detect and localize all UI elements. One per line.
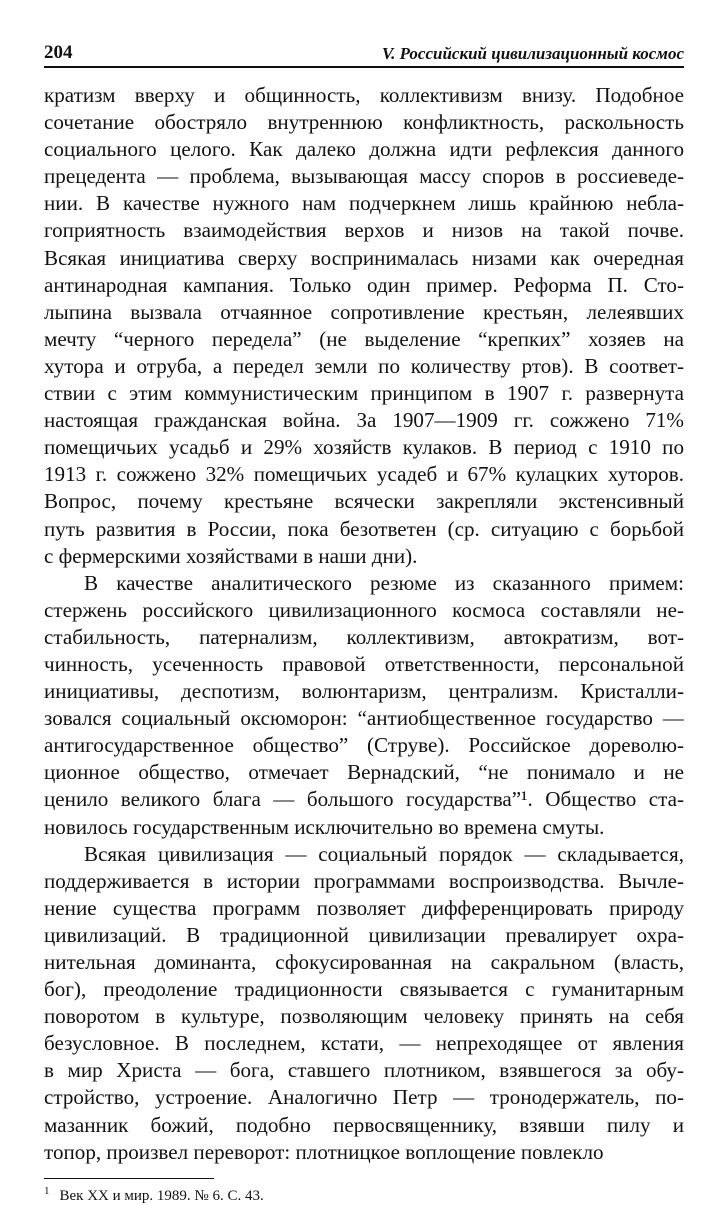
- footnote-marker: 1: [44, 1184, 50, 1197]
- text-line: в мир Христа — бога, ставшего плотником, взявшегося за обу-: [44, 1058, 684, 1083]
- text-line: 1913 г. сожжено 32% помещичьих усадеб и 67% кулацких хуторов.: [44, 462, 684, 487]
- text-line: бог), преодоление традиционности связывается с гуманитарным: [44, 977, 684, 1002]
- footnote-text: Век XX и мир. 1989. № 6. С. 43.: [59, 1187, 264, 1204]
- text-line: зовался социальный оксюморон: “антиобщественное государство —: [44, 706, 684, 731]
- page-header: [44, 36, 684, 68]
- text-line: лыпина вызвала отчаянное сопротивление крестьян, лелеявших: [44, 299, 684, 324]
- text-line: цивилизаций. В традиционной цивилизации превалирует охра-: [44, 922, 684, 947]
- paragraph: [44, 82, 684, 570]
- text-line: нии. В качестве нужного нам подчеркнем лишь крайнюю небла-: [44, 191, 684, 216]
- text-line: топор, произвел переворот: плотницкое воплощение повлекло: [44, 1139, 604, 1164]
- text-line: стройство, устроение. Аналогично Петр — тронодержатель, по-: [44, 1085, 684, 1110]
- text-line: хутора и отруба, а передел земли по количеству ртов). В соответ-: [44, 353, 684, 378]
- text-line: гоприятность взаимодействия верхов и низов на такой почве.: [44, 218, 684, 243]
- running-title: V. Российский цивилизационный космос: [382, 44, 684, 63]
- text-line: Вопрос, почему крестьяне всячески закрепляли экстенсивный: [44, 489, 684, 514]
- footnote: [44, 1184, 684, 1205]
- text-line: мечту “черного передела” (не выделение “крепких” хозяев на: [44, 326, 684, 351]
- footnote-divider: [44, 1178, 214, 1179]
- text-line: инициативы, деспотизм, волюнтаризм, централизм. Кристалли-: [44, 679, 684, 704]
- text-line: новилось государственным исключительно во времена смуты.: [44, 814, 605, 839]
- text-line: стержень российского цивилизационного космоса составляли не-: [44, 597, 684, 622]
- text-line: путь развития в России, пока безответен (ср. ситуацию с борьбой: [44, 516, 684, 541]
- text-line: В качестве аналитического резюме из сказанного примем:: [84, 570, 684, 595]
- text-line: ценило великого блага — большого государства”¹. Общество ста-: [44, 787, 684, 812]
- text-line: поворотом в культуре, позволяющим человеку принять на себя: [44, 1004, 684, 1029]
- text-line: социального целого. Как далеко должна идти рефлексия данного: [44, 137, 684, 162]
- text-line: помещичьих усадьб и 29% хозяйств кулаков. В период с 1910 по: [44, 435, 684, 460]
- text-line: нение существа программ позволяет дифференцировать природу: [44, 895, 684, 920]
- text-line: настоящая гражданская война. За 1907—1909 гг. сожжено 71%: [44, 408, 684, 433]
- text-line: нительная доминанта, сфокусированная на сакральном (власть,: [44, 950, 684, 974]
- text-line: ционное общество, отмечает Вернадский, “не понимало и не: [44, 760, 684, 785]
- text-line: антигосударственное общество” (Струве). Российское дореволю-: [44, 733, 684, 758]
- paragraph: [44, 841, 684, 1166]
- text-line: чинность, усеченность правовой ответственности, персональной: [44, 651, 684, 676]
- text-line: стабильность, патернализм, коллективизм, автократизм, вот-: [44, 624, 684, 649]
- text-line: кратизм вверху и общинность, коллективизм внизу. Подобное: [44, 83, 684, 107]
- text-line: антинародная кампания. Только один пример. Реформа П. Сто-: [44, 272, 684, 297]
- text-line: Всякая инициатива сверху воспринималась низами как очередная: [44, 245, 684, 270]
- text-line: сочетание обостряло внутреннюю конфликтность, раскольность: [44, 110, 684, 135]
- text-line: ствии с этим коммунистическим принципом в 1907 г. развернута: [44, 381, 684, 406]
- text-line: Всякая цивилизация — социальный порядок — складывается,: [84, 841, 684, 866]
- page-number: 204: [44, 42, 73, 63]
- text-line: мазанник божий, подобно первосвященнику, взявши пилу и: [44, 1112, 684, 1137]
- text-line: прецедента — проблема, вызывающая массу споров в россиеведе-: [44, 164, 684, 189]
- text-line: поддерживается в истории программами воспроизводства. Вычле-: [44, 868, 684, 893]
- text-line: с фермерскими хозяйствами в наши дни).: [44, 543, 418, 568]
- body-text: [44, 82, 684, 1166]
- paragraph: [44, 570, 684, 841]
- text-line: безусловное. В последнем, кстати, — непреходящее от явления: [44, 1031, 684, 1056]
